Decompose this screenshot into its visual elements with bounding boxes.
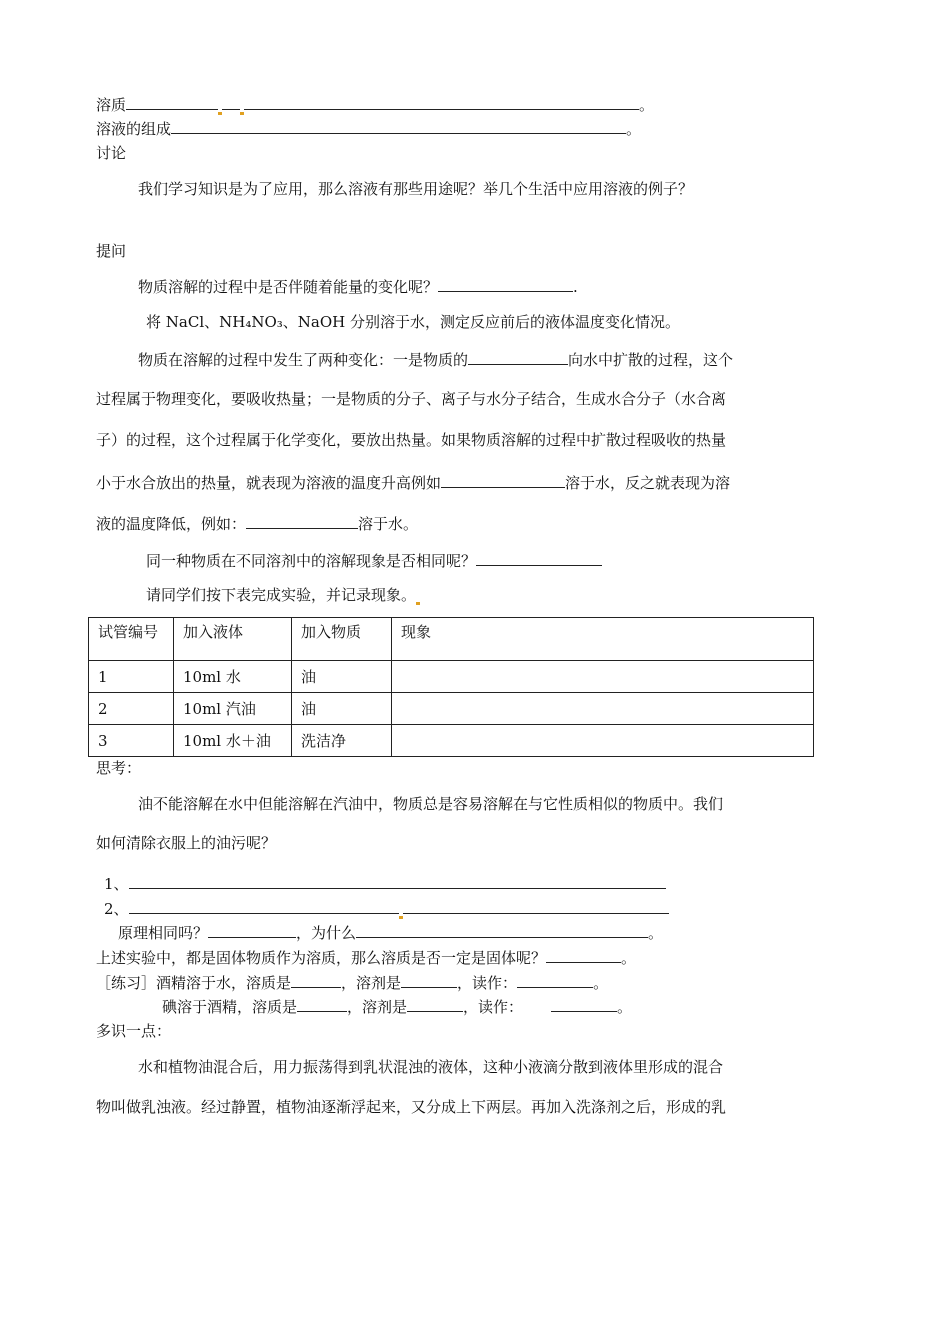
explanation-line-2: 过程属于物理变化，要吸收热量；一是物质的分子、离子与水分子结合，生成水合分子（水合离 bbox=[96, 390, 727, 408]
energy-question-text: 物质溶解的过程中是否伴随着能量的变化呢？ bbox=[138, 278, 439, 296]
principle-text: 原理相同吗？ bbox=[118, 924, 209, 942]
question-heading: 提问 bbox=[96, 242, 127, 260]
same-blank[interactable] bbox=[476, 550, 602, 566]
practice-text: 碘溶于酒精，溶质是 bbox=[162, 998, 298, 1016]
mark-dot bbox=[218, 112, 222, 115]
discussion-text: 我们学习知识是为了应用，那么溶液有那些用途呢？举几个生活中应用溶液的例子？ bbox=[138, 180, 694, 198]
solute-end: 。 bbox=[639, 96, 655, 114]
table-header-cell: 加入液体 bbox=[174, 618, 292, 661]
answer-item-1 bbox=[104, 873, 666, 894]
table-cell: 10ml 水＋油 bbox=[174, 725, 292, 757]
table-row bbox=[89, 661, 814, 693]
solute-blank[interactable] bbox=[126, 94, 218, 110]
item-number: 1、 bbox=[104, 875, 129, 893]
observation-cell[interactable] bbox=[392, 693, 814, 725]
explanation-text: 物质在溶解的过程中发生了两种变化：一是物质的 bbox=[138, 351, 469, 369]
energy-end: . bbox=[573, 278, 578, 296]
particle-blank[interactable] bbox=[468, 349, 568, 365]
table-intro-text: 请同学们按下表完成实验，并记录现象。 bbox=[146, 586, 417, 604]
answer-blank-2[interactable] bbox=[129, 898, 399, 914]
principle-end: 。 bbox=[648, 924, 664, 942]
practice-line-2 bbox=[162, 996, 632, 1017]
solute-blank-3[interactable] bbox=[244, 94, 639, 110]
solvent-answer-blank-2[interactable] bbox=[407, 996, 463, 1012]
practice-label: ［练习］ bbox=[96, 974, 157, 992]
table-header-cell: 加入物质 bbox=[292, 618, 392, 661]
table-header-cell: 现象 bbox=[392, 618, 814, 661]
explanation-text: 溶于水。 bbox=[358, 515, 419, 533]
solute-line bbox=[96, 94, 654, 115]
practice-text: ，溶剂是 bbox=[347, 998, 408, 1016]
table-cell: 2 bbox=[89, 693, 174, 725]
explanation-line-1 bbox=[138, 349, 733, 370]
table-cell: 3 bbox=[89, 725, 174, 757]
solute-blank-2[interactable] bbox=[222, 94, 240, 110]
experiment-table bbox=[88, 617, 814, 757]
discussion-heading: 讨论 bbox=[96, 144, 127, 162]
table-header-cell: 试管编号 bbox=[89, 618, 174, 661]
practice-end: 。 bbox=[617, 998, 633, 1016]
solute-answer-blank[interactable] bbox=[291, 972, 341, 988]
explanation-line-5 bbox=[96, 513, 418, 534]
same-question bbox=[146, 550, 602, 571]
explanation-text: 溶于水，反之就表现为溶 bbox=[565, 474, 731, 492]
item-number: 2、 bbox=[104, 900, 129, 918]
same-question-text: 同一种物质在不同溶剂中的溶解现象是否相同呢？ bbox=[146, 552, 477, 570]
table-cell: 1 bbox=[89, 661, 174, 693]
solvent-answer-blank[interactable] bbox=[401, 972, 457, 988]
practice-text: ，溶剂是 bbox=[341, 974, 402, 992]
principle-line bbox=[118, 922, 663, 943]
answer-item-2 bbox=[104, 898, 669, 919]
energy-question bbox=[138, 276, 578, 297]
explanation-line-3: 子）的过程，这个过程属于化学变化，要放出热量。如果物质溶解的过程中扩散过程吸收的热量 bbox=[96, 431, 727, 449]
table-header-row bbox=[89, 618, 814, 661]
solid-question-text: 上述实验中，都是固体物质作为溶质，那么溶质是否一定是固体呢？ bbox=[96, 949, 547, 967]
observation-cell[interactable] bbox=[392, 725, 814, 757]
solid-question bbox=[96, 947, 636, 968]
extra-line-2: 物叫做乳浊液。经过静置，植物油逐渐浮起来，又分成上下两层。再加入洗涤剂之后，形成的乳 bbox=[96, 1098, 727, 1116]
experiment-text: 将 NaCl、NH₄NO₃、NaOH 分别溶于水，测定反应前后的液体温度变化情况。 bbox=[146, 313, 680, 331]
answer-blank-1[interactable] bbox=[129, 873, 666, 889]
practice-text: 酒精溶于水，溶质是 bbox=[156, 974, 292, 992]
extra-line-1: 水和植物油混合后，用力振荡得到乳状混浊的液体，这种小液滴分散到液体里形成的混合 bbox=[138, 1058, 724, 1076]
reading-answer-blank[interactable] bbox=[517, 972, 593, 988]
composition-blank[interactable] bbox=[171, 118, 626, 134]
extra-heading: 多识一点： bbox=[96, 1022, 172, 1040]
explanation-text: 小于水合放出的热量，就表现为溶液的温度升高例如 bbox=[96, 474, 442, 492]
solid-blank[interactable] bbox=[546, 947, 621, 963]
practice-line-1 bbox=[96, 972, 608, 993]
composition-label: 溶液的组成 bbox=[96, 120, 172, 138]
table-cell: 10ml 水 bbox=[174, 661, 292, 693]
solute-label: 溶质 bbox=[96, 96, 127, 114]
principle-text: ，为什么 bbox=[296, 924, 357, 942]
practice-text: ，读作： bbox=[463, 998, 524, 1016]
reading-answer-blank-2[interactable] bbox=[551, 996, 617, 1012]
think-line-2: 如何清除衣服上的油污呢？ bbox=[96, 834, 277, 852]
table-intro bbox=[146, 585, 420, 605]
explanation-text: 向水中扩散的过程，这个 bbox=[568, 351, 734, 369]
table-cell: 油 bbox=[292, 693, 392, 725]
answer-blank-2b[interactable] bbox=[403, 898, 669, 914]
reason-blank[interactable] bbox=[356, 922, 648, 938]
think-heading: 思考： bbox=[96, 759, 142, 777]
think-line-1: 油不能溶解在水中但能溶解在汽油中，物质总是容易溶解在与它性质相似的物质中。我们 bbox=[138, 795, 724, 813]
composition-line bbox=[96, 118, 641, 139]
solid-end: 。 bbox=[621, 949, 637, 967]
composition-end: 。 bbox=[626, 120, 642, 138]
table-cell: 10ml 汽油 bbox=[174, 693, 292, 725]
table-row bbox=[89, 693, 814, 725]
mark-dot bbox=[399, 916, 403, 919]
mark-dot bbox=[416, 602, 420, 605]
table-cell: 油 bbox=[292, 661, 392, 693]
observation-cell[interactable] bbox=[392, 661, 814, 693]
practice-end: 。 bbox=[593, 974, 609, 992]
explanation-line-4 bbox=[96, 472, 730, 493]
heat-example-blank[interactable] bbox=[441, 472, 565, 488]
solute-answer-blank-2[interactable] bbox=[297, 996, 347, 1012]
energy-blank[interactable] bbox=[438, 276, 573, 292]
principle-blank[interactable] bbox=[208, 922, 296, 938]
cool-example-blank[interactable] bbox=[246, 513, 358, 529]
table-row bbox=[89, 725, 814, 757]
practice-text: ，读作： bbox=[457, 974, 518, 992]
table-cell: 洗洁净 bbox=[292, 725, 392, 757]
mark-dot bbox=[240, 112, 244, 115]
explanation-text: 液的温度降低，例如： bbox=[96, 515, 247, 533]
